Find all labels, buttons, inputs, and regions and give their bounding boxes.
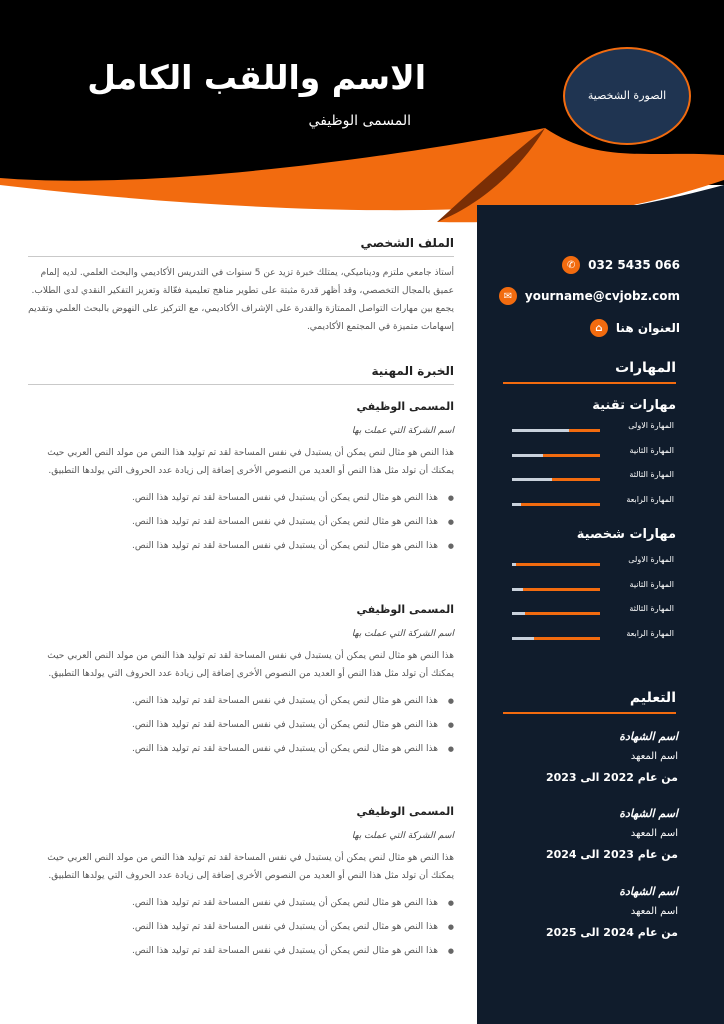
skill-name: المهارة الثانية bbox=[629, 445, 674, 455]
full-name: الاسم واللقب الكامل bbox=[87, 58, 426, 97]
header-banner bbox=[0, 0, 724, 230]
skills-rule bbox=[503, 382, 676, 384]
skill-row bbox=[512, 445, 674, 462]
education-item bbox=[546, 885, 678, 940]
education-heading: التعليم bbox=[629, 690, 676, 706]
home-icon: ⌂ bbox=[590, 319, 608, 337]
experience-job bbox=[28, 603, 454, 761]
skill-name: المهارة الرابعة bbox=[626, 494, 674, 504]
skill-row bbox=[512, 606, 674, 620]
experience-heading: الخبرة المهنية bbox=[371, 364, 454, 378]
education-degree: اسم الشهادة bbox=[619, 730, 678, 743]
job-bullets bbox=[28, 891, 454, 963]
skill-level-bar bbox=[512, 612, 600, 615]
skill-level-bar bbox=[512, 429, 600, 432]
job-company: اسم الشركة التي عملت بها bbox=[351, 831, 454, 841]
skill-level-fill bbox=[512, 637, 534, 640]
job-description: هذا النص هو مثال لنص يمكن أن يستبدل في نفس المساحة لقد تم توليد هذا النص من مولد النص العربي حيث يمكنك أن تولد مثل هذا النص أو العديد من النصوص الأخرى إضافة إلى زيادة عدد الحروف التي يولدها التطبيق. bbox=[47, 651, 454, 679]
education-institute: اسم المعهد bbox=[630, 828, 678, 839]
skill-name: المهارة الاولى bbox=[628, 421, 674, 430]
skill-level-bar bbox=[512, 478, 600, 481]
skills-heading: المهارات bbox=[615, 360, 676, 376]
sidebar bbox=[477, 222, 724, 1024]
job-role: المسمى الوظيفي bbox=[356, 603, 454, 616]
education-institute: اسم المعهد bbox=[630, 906, 678, 917]
skill-row bbox=[512, 628, 674, 645]
education-years: من عام 2024 الى 2025 bbox=[545, 926, 678, 939]
address-text: العنوان هنا bbox=[615, 321, 680, 335]
education-degree: اسم الشهادة bbox=[619, 885, 678, 898]
education-degree: اسم الشهادة bbox=[619, 807, 678, 820]
skill-row bbox=[512, 423, 674, 437]
skill-level-fill bbox=[512, 588, 523, 591]
skill-name: المهارة الثالثة bbox=[629, 604, 674, 613]
skill-level-bar bbox=[512, 637, 600, 640]
education-years: من عام 2022 الى 2023 bbox=[545, 771, 678, 784]
skill-name: المهارة الثانية bbox=[629, 579, 674, 589]
education-item bbox=[546, 730, 678, 785]
experience-job bbox=[28, 805, 454, 963]
bullet-item: ● هذا النص هو مثال لنص يمكن أن يستبدل في نفس المساحة لقد تم توليد هذا النص. bbox=[28, 486, 454, 510]
skill-level-bar bbox=[512, 588, 600, 591]
envelope-icon: ✉ bbox=[499, 287, 517, 305]
technical-skills-heading: مهارات تقنية bbox=[592, 398, 676, 413]
contact-email bbox=[499, 287, 680, 305]
education-rule bbox=[503, 712, 676, 714]
skill-level-fill bbox=[512, 478, 552, 481]
contact-address bbox=[590, 319, 680, 337]
job-description: هذا النص هو مثال لنص يمكن أن يستبدل في نفس المساحة لقد تم توليد هذا النص من مولد النص العربي حيث يمكنك أن تولد مثل هذا النص أو العديد من النصوص الأخرى إضافة إلى زيادة عدد الحروف التي يولدها التطبيق. bbox=[47, 853, 454, 881]
job-title: المسمى الوظيفي bbox=[308, 113, 411, 129]
skill-level-fill bbox=[512, 454, 543, 457]
skill-level-fill bbox=[512, 429, 569, 432]
job-role: المسمى الوظيفي bbox=[356, 805, 454, 818]
bullet-item: ● هذا النص هو مثال لنص يمكن أن يستبدل في نفس المساحة لقد تم توليد هذا النص. bbox=[28, 737, 454, 761]
education-years: من عام 2023 الى 2024 bbox=[545, 848, 678, 861]
skill-name: المهارة الثالثة bbox=[629, 470, 674, 479]
job-company: اسم الشركة التي عملت بها bbox=[351, 426, 454, 436]
job-description: هذا النص هو مثال لنص يمكن أن يستبدل في نفس المساحة لقد تم توليد هذا النص من مولد النص العربي حيث يمكنك أن تولد مثل هذا النص أو العديد من النصوص الأخرى إضافة إلى زيادة عدد الحروف التي يولدها التطبيق. bbox=[47, 448, 454, 476]
bullet-item: ● هذا النص هو مثال لنص يمكن أن يستبدل في نفس المساحة لقد تم توليد هذا النص. bbox=[28, 510, 454, 534]
job-bullets bbox=[28, 689, 454, 761]
bullet-item: ● هذا النص هو مثال لنص يمكن أن يستبدل في نفس المساحة لقد تم توليد هذا النص. bbox=[28, 534, 454, 558]
bullet-item: ● هذا النص هو مثال لنص يمكن أن يستبدل في نفس المساحة لقد تم توليد هذا النص. bbox=[28, 891, 454, 915]
skill-row bbox=[512, 494, 674, 511]
skill-name: المهارة الرابعة bbox=[626, 628, 674, 638]
phone-text: 032 5435 066 bbox=[588, 258, 680, 272]
education-institute: اسم المعهد bbox=[630, 751, 678, 762]
experience-rule bbox=[28, 384, 454, 385]
skill-row bbox=[512, 579, 674, 596]
profile-heading: الملف الشخصي bbox=[360, 236, 454, 250]
skill-row bbox=[512, 472, 674, 486]
skill-level-fill bbox=[512, 503, 521, 506]
experience-job bbox=[28, 400, 454, 558]
skill-level-fill bbox=[512, 563, 516, 566]
profile-text: أستاذ جامعي ملتزم وديناميكي، يمتلك خبرة تزيد عن 5 سنوات في التدريس الأكاديمي والبحث العلمي. لديه إلمام عميق بالمجال التخصصي، وقد أظهر قدرة مثبتة على تطوير مناهج تعليمية فعّالة وتعزيز التفكير النقدي لدى الطلاب. يجمع بين مهارات التواصل الممتازة والقدرة على الإشراف الأكاديمي، مع التركيز على النهوض بالبحث العلمي وتقديم إسهامات متميزة في المجتمع الأكاديمي. bbox=[28, 268, 454, 332]
skill-level-bar bbox=[512, 503, 600, 506]
skill-level-fill bbox=[512, 612, 525, 615]
email-text: yourname@cvjobz.com bbox=[524, 289, 680, 303]
personal-skills-heading: مهارات شخصية bbox=[576, 527, 676, 542]
phone-icon: ✆ bbox=[562, 256, 580, 274]
skill-row bbox=[512, 557, 674, 571]
education-item bbox=[546, 807, 678, 862]
bullet-item: ● هذا النص هو مثال لنص يمكن أن يستبدل في نفس المساحة لقد تم توليد هذا النص. bbox=[28, 939, 454, 963]
profile-photo-placeholder bbox=[563, 47, 691, 145]
skill-name: المهارة الاولى bbox=[628, 555, 674, 564]
skill-level-bar bbox=[512, 563, 600, 566]
bullet-item: ● هذا النص هو مثال لنص يمكن أن يستبدل في نفس المساحة لقد تم توليد هذا النص. bbox=[28, 915, 454, 939]
skill-level-bar bbox=[512, 454, 600, 457]
profile-rule bbox=[28, 256, 454, 257]
bullet-item: ● هذا النص هو مثال لنص يمكن أن يستبدل في نفس المساحة لقد تم توليد هذا النص. bbox=[28, 689, 454, 713]
photo-label: الصورة الشخصية bbox=[587, 88, 667, 102]
job-role: المسمى الوظيفي bbox=[356, 400, 454, 413]
contact-phone bbox=[562, 256, 680, 274]
job-company: اسم الشركة التي عملت بها bbox=[351, 629, 454, 639]
job-bullets bbox=[28, 486, 454, 558]
bullet-item: ● هذا النص هو مثال لنص يمكن أن يستبدل في نفس المساحة لقد تم توليد هذا النص. bbox=[28, 713, 454, 737]
